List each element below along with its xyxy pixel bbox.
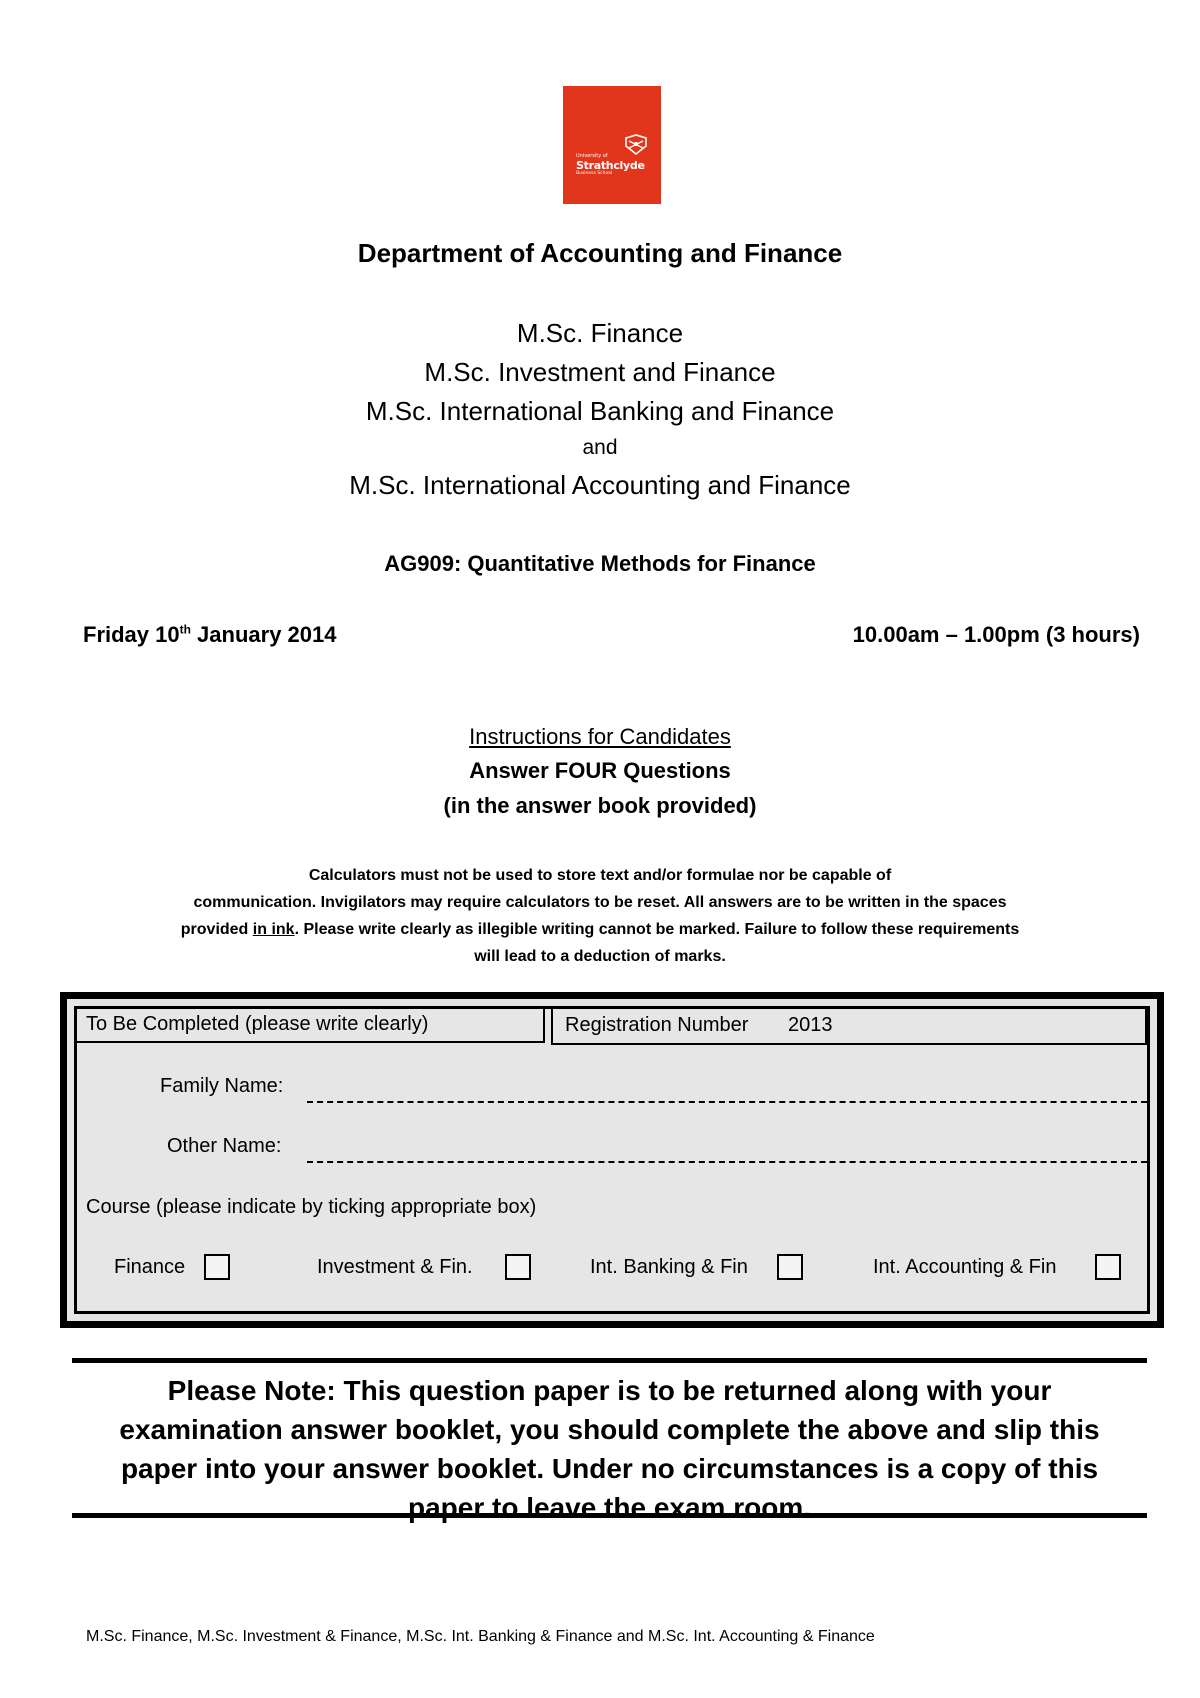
finance-checkbox[interactable]: [204, 1254, 230, 1280]
programme-2: M.Sc. Investment and Finance: [424, 357, 776, 387]
note-line-1: Please Note: This question paper is to be returned along with your: [167, 1375, 1052, 1406]
please-note-box: [72, 1358, 1147, 1523]
option-accounting-label: Int. Accounting & Fin: [873, 1256, 1057, 1278]
other-name-field[interactable]: [307, 1161, 1147, 1163]
logo-line-2: Strathclyde: [576, 159, 645, 172]
date-suffix: January 2014: [190, 622, 337, 647]
department-title: Department of Accounting and Finance: [357, 238, 843, 268]
calc-line-2: communication. Invigilators may require calculators to be reset. All answers are to be written in the spaces: [193, 894, 1007, 911]
registration-year: 2013: [788, 1014, 833, 1036]
investment-checkbox[interactable]: [505, 1254, 531, 1280]
to-be-completed-label: To Be Completed (please write clearly): [86, 1013, 429, 1035]
calculator-rules: [0, 862, 1200, 970]
date-ordinal: th: [179, 622, 191, 637]
logo-line-3: Business School: [576, 171, 613, 176]
programme-1: M.Sc. Finance: [516, 318, 684, 348]
crest-icon: [623, 134, 649, 156]
logo-wordmark: [576, 154, 645, 177]
and-connector: and: [582, 436, 618, 459]
university-logo: [563, 86, 661, 204]
programme-4: M.Sc. International Accounting and Finance: [349, 470, 851, 500]
candidate-form-inner: [74, 1006, 1150, 1314]
to-be-completed-cell: [77, 1009, 545, 1043]
calc-in-ink: in ink: [252, 921, 295, 938]
registration-number-label: Registration Number: [565, 1014, 749, 1036]
page-footer: M.Sc. Finance, M.Sc. Investment & Finance, M.Sc. Int. Banking & Finance and M.Sc. Int. Accounting & Finance: [86, 1628, 875, 1645]
logo-line-1: University of: [576, 153, 608, 159]
instructions-heading: Instructions for Candidates: [469, 724, 731, 749]
option-investment-label: Investment & Fin.: [317, 1256, 473, 1278]
calc-line-4: will lead to a deduction of marks.: [474, 948, 726, 965]
date-prefix: Friday 10: [83, 622, 180, 647]
instructions-answer-book: (in the answer book provided): [443, 793, 757, 818]
candidate-form: [60, 992, 1164, 1328]
course-title: AG909: Quantitative Methods for Finance: [384, 551, 816, 576]
calc-line-3a: provided: [180, 921, 253, 938]
accounting-checkbox[interactable]: [1095, 1254, 1121, 1280]
calc-line-3b: . Please write clearly as illegible writing cannot be marked. Failure to follow these requirements: [294, 921, 1020, 938]
option-banking-label: Int. Banking & Fin: [590, 1256, 748, 1278]
exam-date: [83, 622, 336, 648]
option-finance-label: Finance: [114, 1256, 186, 1278]
note-line-2: examination answer booklet, you should complete the above and slip this: [119, 1414, 1100, 1445]
programme-3: M.Sc. International Banking and Finance: [365, 396, 835, 426]
note-line-4: paper to leave the exam room.: [407, 1492, 812, 1523]
registration-number-cell[interactable]: [551, 1009, 1147, 1045]
calc-line-1: Calculators must not be used to store text and/or formulae nor be capable of: [308, 867, 892, 884]
other-name-label: Other Name:: [167, 1135, 282, 1157]
calc-line-3: [0, 916, 1200, 943]
note-line-3: paper into your answer booklet. Under no circumstances is a copy of this: [120, 1453, 1099, 1484]
course-prompt: Course (please indicate by ticking appropriate box): [86, 1196, 537, 1218]
family-name-field[interactable]: [307, 1101, 1147, 1103]
exam-time: 10.00am – 1.00pm (3 hours): [852, 622, 1140, 647]
banking-checkbox[interactable]: [777, 1254, 803, 1280]
family-name-label: Family Name:: [160, 1075, 284, 1097]
instructions-answer-four: Answer FOUR Questions: [469, 758, 731, 783]
